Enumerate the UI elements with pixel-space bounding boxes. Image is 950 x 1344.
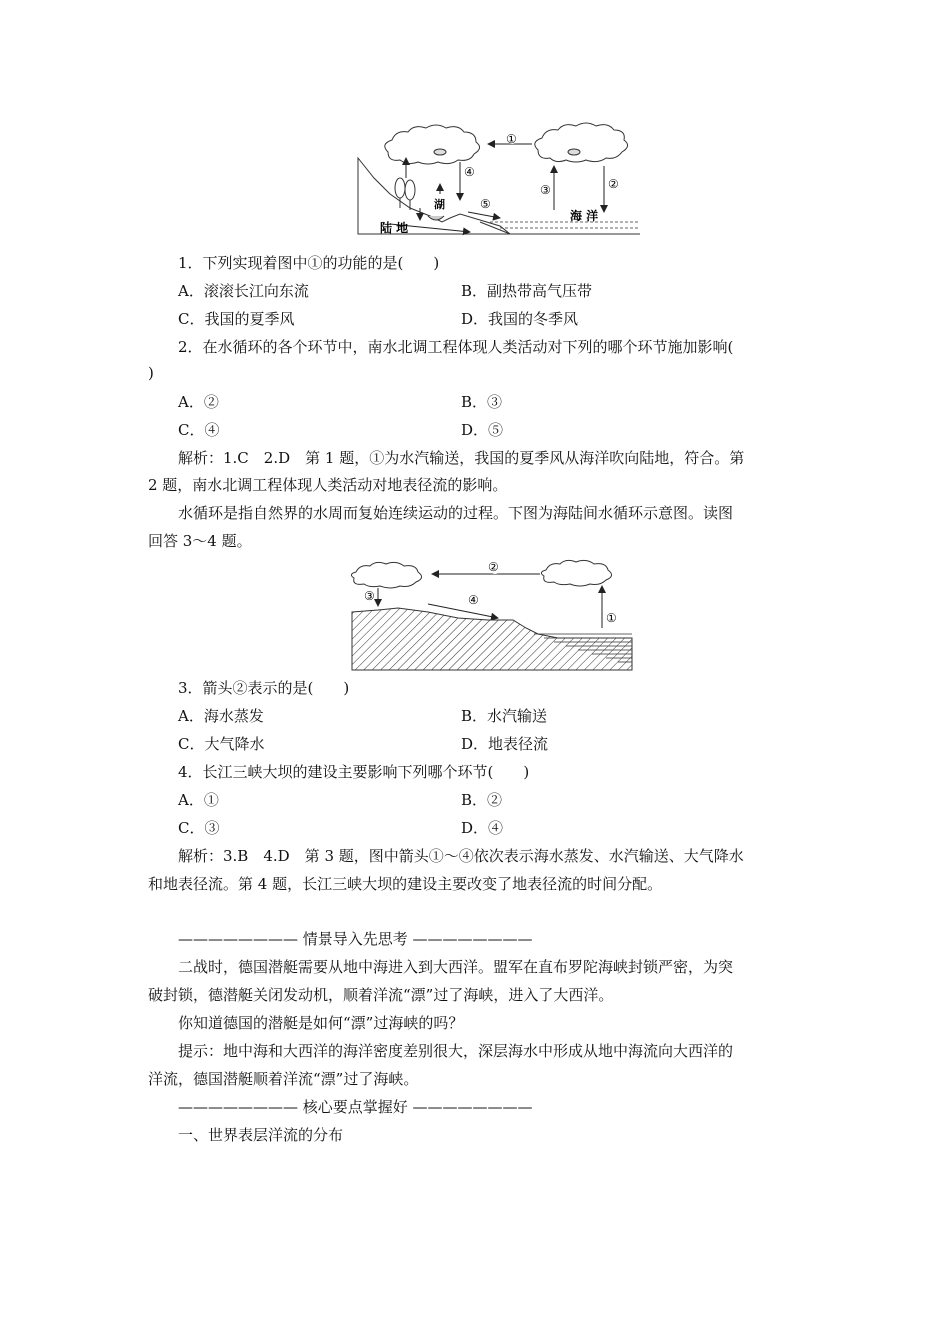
analysis-1-line2: 2 题，南水北调工程体现人类活动对地表径流的影响。: [148, 476, 508, 494]
label-arrow-3: ③: [364, 589, 375, 603]
label-arrow-3: ③: [540, 183, 551, 197]
q1-option-d: D．我国的冬季风: [461, 310, 579, 328]
scene-question: 你知道德国的潜艇是如何“漂”过海峡的吗？: [178, 1014, 464, 1032]
figure-1-svg: [350, 122, 652, 244]
q3-option-d: D．地表径流: [461, 735, 549, 753]
label-ocean: 海 洋: [570, 209, 599, 223]
cloud-right-icon: [535, 123, 628, 162]
q1-option-a: A．滚滚长江向东流: [178, 282, 309, 300]
intro-q3-4-line1: 水循环是指自然界的水周而复始连续运动的过程。下图为海陆间水循环示意图。读图: [178, 504, 734, 522]
q2-option-b: B．③: [461, 393, 503, 411]
q1-stem: 1．下列实现着图中①的功能的是( ): [178, 254, 440, 272]
analysis-1-line1: 解析：1.C 2.D 第 1 题，①为水汽输送，我国的夏季风从海洋吹向陆地，符合。第: [178, 449, 745, 467]
scene-hint-line1: 提示：地中海和大西洋的海洋密度差别很大，深层海水中形成从地中海流向大西洋的: [178, 1042, 734, 1060]
q3-option-b: B．水汽输送: [461, 707, 548, 725]
scene-hint-line2: 洋流，德国潜艇顺着洋流“漂”过了海峡。: [148, 1070, 419, 1088]
label-land: 陆 地: [380, 221, 409, 235]
arrow-5: [468, 212, 500, 218]
q2-option-d: D．⑤: [461, 421, 504, 439]
label-arrow-1: ①: [606, 611, 617, 625]
q2-option-a: A．②: [178, 393, 219, 411]
figure-2-water-cycle: [348, 558, 634, 674]
q4-option-c: C．③: [178, 819, 220, 837]
label-arrow-4: ④: [464, 165, 475, 179]
q2-option-c: C．④: [178, 421, 220, 439]
cloud-left-icon: [385, 125, 480, 164]
section-heading-core: ———————— 核心要点掌握好 ————————: [178, 1098, 533, 1116]
intro-q3-4-line2: 回答 3～4 题。: [148, 532, 252, 550]
label-arrow-5: ⑤: [480, 197, 491, 211]
topic-title: 一、世界表层洋流的分布: [178, 1126, 344, 1144]
label-arrow-2: ②: [488, 560, 499, 574]
scene-paragraph-line2: 破封锁，德潜艇关闭发动机，顺着洋流“漂”过了海峡，进入了大西洋。: [148, 986, 614, 1004]
cloud-right-icon: [541, 560, 611, 586]
q3-stem: 3．箭头②表示的是( ): [178, 679, 350, 697]
cloud-left-icon: [351, 562, 421, 588]
section-heading-scene: ———————— 情景导入先思考 ————————: [178, 930, 533, 948]
q4-stem: 4．长江三峡大坝的建设主要影响下列哪个环节( ): [178, 763, 530, 781]
figure-2-svg: [348, 558, 634, 674]
q1-option-b: B．副热带高气压带: [461, 282, 593, 300]
label-arrow-2: ②: [608, 177, 619, 191]
analysis-2-line2: 和地表径流。第 4 题，长江三峡大坝的建设主要改变了地表径流的时间分配。: [148, 875, 663, 893]
figure-1-water-cycle: [350, 122, 652, 244]
q4-option-a: A．①: [178, 791, 219, 809]
scene-paragraph-line1: 二战时，德国潜艇需要从地中海进入到大西洋。盟军在直布罗陀海峡封锁严密，为突: [178, 958, 734, 976]
label-arrow-4: ④: [468, 593, 479, 607]
q4-option-b: B．②: [461, 791, 503, 809]
label-arrow-1: ①: [506, 132, 517, 146]
label-lake: 湖: [434, 198, 445, 211]
q1-option-c: C．我国的夏季风: [178, 310, 295, 328]
q3-option-a: A．海水蒸发: [178, 707, 264, 725]
q2-stem-line1: 2．在水循环的各个环节中，南水北调工程体现人类活动对下列的哪个环节施加影响(: [178, 338, 734, 356]
q4-option-d: D．④: [461, 819, 504, 837]
q2-stem-line2: ): [148, 364, 154, 382]
analysis-2-line1: 解析：3.B 4.D 第 3 题，图中箭头①～④依次表示海水蒸发、水汽输送、大气降水: [178, 847, 744, 865]
q3-option-c: C．大气降水: [178, 735, 265, 753]
